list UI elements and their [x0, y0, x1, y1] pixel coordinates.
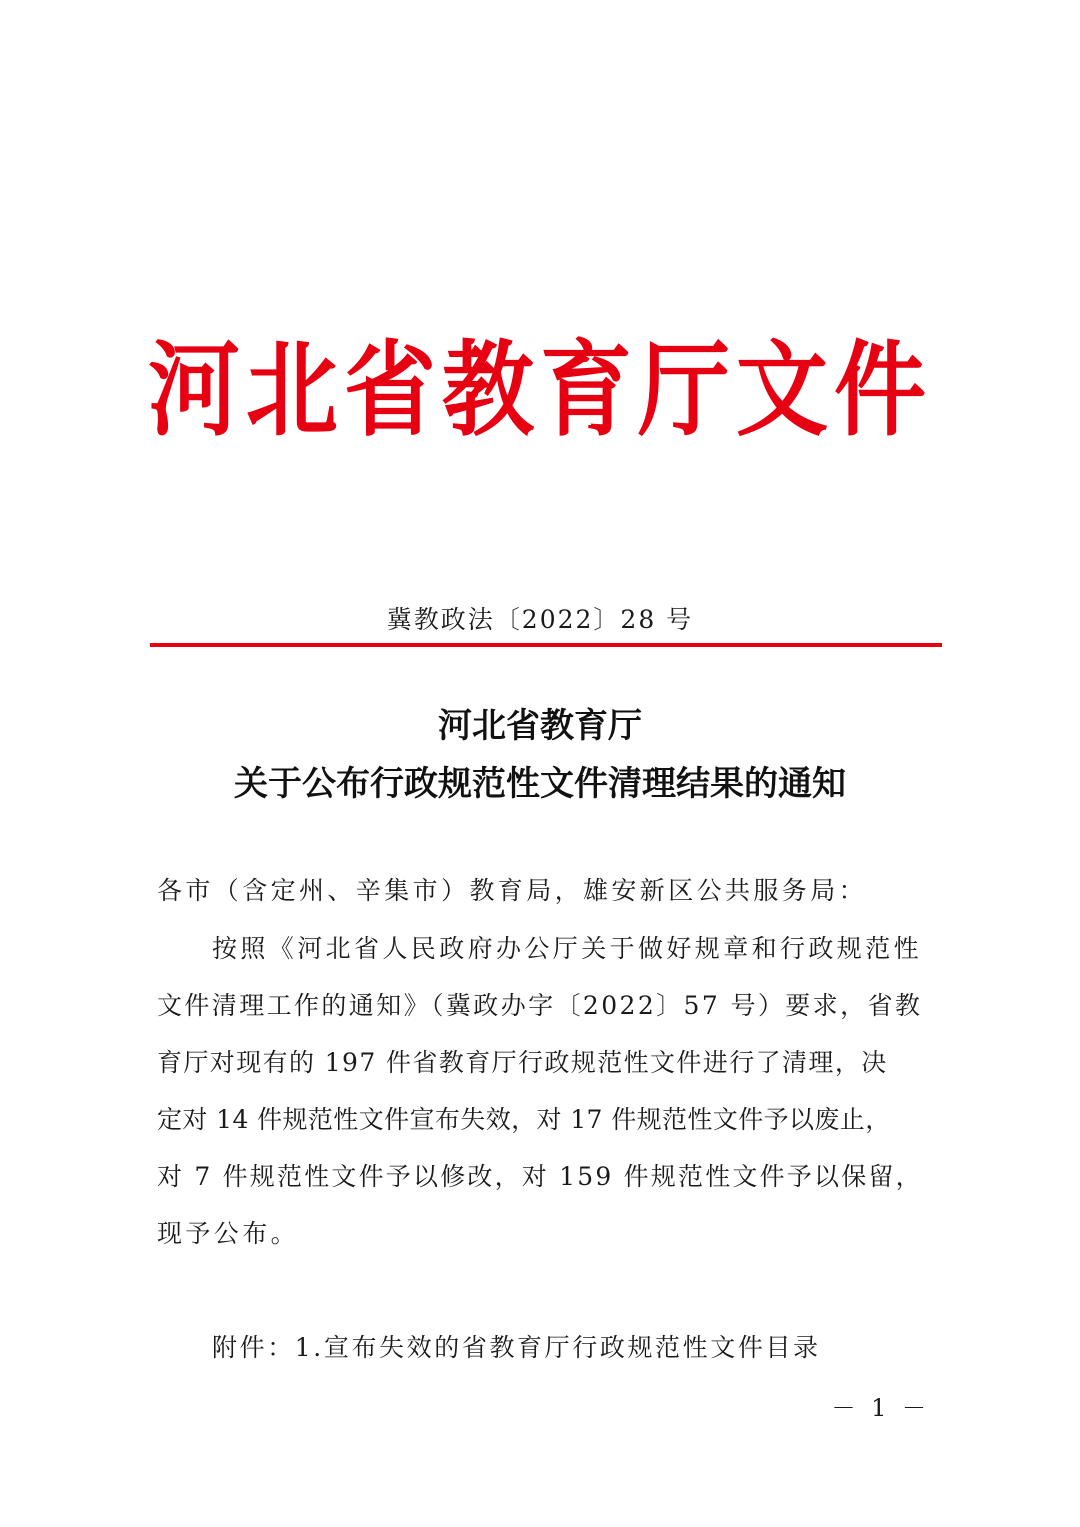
- page-number: － 1 －: [831, 1394, 930, 1422]
- paragraph-line: 按照《河北省人民政府办公厅关于做好规章和行政规范性: [212, 934, 923, 963]
- red-separator-line: [150, 643, 942, 647]
- paragraph-line: 定对 14 件规范性文件宣布失效，对 17 件规范性文件予以废止，: [157, 1105, 891, 1134]
- document-number: 冀教政法〔2022〕28 号: [386, 605, 694, 634]
- attachment-line: 附件：1.宣布失效的省教育厅行政规范性文件目录: [212, 1333, 821, 1362]
- paragraph-line: 育厅对现有的 197 件省教育厅行政规范性文件进行了清理，决: [157, 1048, 888, 1077]
- addressee-line: 各市（含定州、辛集市）教育局，雄安新区公共服务局：: [157, 876, 868, 905]
- paragraph-line: 对 7 件规范性文件予以修改，对 159 件规范性文件予以保留，: [157, 1162, 923, 1191]
- document-title-line-2: 关于公布行政规范性文件清理结果的通知: [234, 764, 846, 804]
- document-masthead: 河北省教育厅文件: [147, 330, 932, 451]
- paragraph-line: 文件清理工作的通知》（冀政办字〔2022〕57 号）要求，省教: [157, 991, 923, 1020]
- document-title-line-1: 河北省教育厅: [438, 706, 642, 746]
- paragraph-line: 现予公布。: [157, 1219, 300, 1248]
